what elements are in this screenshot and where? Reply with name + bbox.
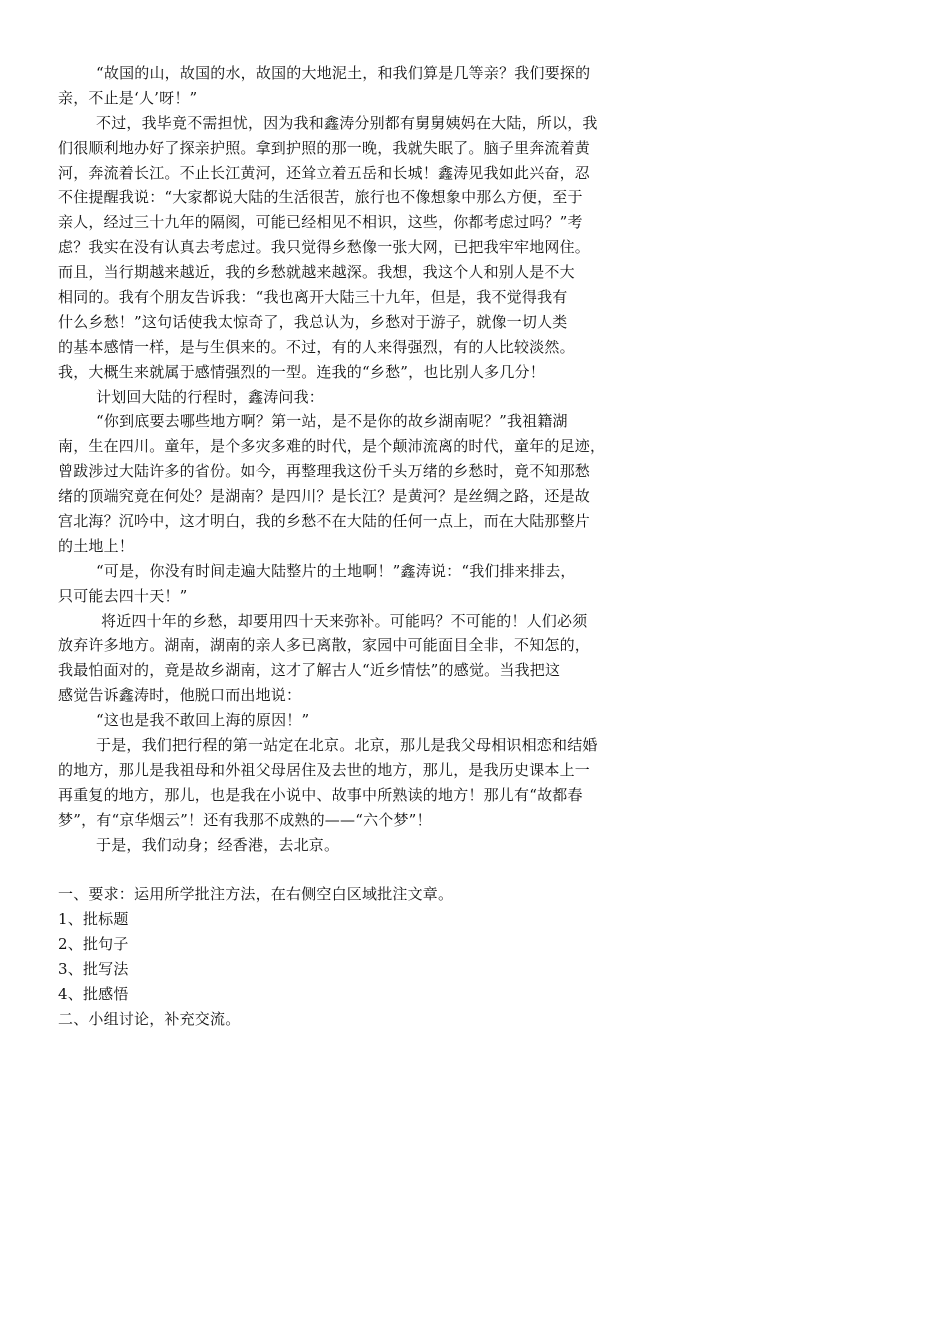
discussion-instruction: 二、小组讨论，补充交流。 xyxy=(58,1009,241,1028)
article-line: 不住提醒我说：“大家都说大陆的生活很苦，旅行也不像想象中那么方便，至于 xyxy=(58,188,583,207)
task-item: 4、批感悟 xyxy=(58,984,129,1003)
article-line: 而且，当行期越来越近，我的乡愁就越来越深。我想，我这个人和别人是不大 xyxy=(58,263,575,282)
task-item: 3、批写法 xyxy=(58,960,129,979)
article-line: 亲人，经过三十九年的隔阂，可能已经相见不相识，这些，你都考虑过吗？”考 xyxy=(58,213,583,232)
article-line: “故国的山，故国的水，故国的大地泥土，和我们算是几等亲？我们要探的 xyxy=(96,64,591,82)
article-line: 的地方，那儿是我祖母和外祖父母居住及去世的地方，那儿，是我历史课本上一 xyxy=(58,760,591,779)
article-line: 曾跋涉过大陆许多的省份。如今，再整理我这份千头万绪的乡愁时，竟不知那愁 xyxy=(58,462,591,481)
article-line: 我最怕面对的，竟是故乡湖南，这才了解古人“近乡情怯”的感觉。当我把这 xyxy=(58,661,561,680)
article-line: 梦”，有“京华烟云”！还有我那不成熟的——“六个梦”！ xyxy=(58,810,432,829)
article-line: 的基本感情一样，是与生俱来的。不过，有的人来得强烈，有的人比较淡然。 xyxy=(58,337,575,356)
article-line: 感觉告诉鑫涛时，他脱口而出地说： xyxy=(58,686,302,705)
article-line: 虑？我实在没有认真去考虑过。我只觉得乡愁像一张大网，已把我牢牢地网住。 xyxy=(58,238,591,257)
article-line: 我，大概生来就属于感情强烈的一型。连我的“乡愁”，也比别人多几分！ xyxy=(58,362,545,381)
article-line: 不过，我毕竟不需担忧，因为我和鑫涛分别都有舅舅姨妈在大陆，所以，我 xyxy=(96,113,598,132)
article-body xyxy=(58,61,678,858)
article-line: 绪的顶端究竟在何处？是湖南？是四川？是长江？是黄河？是丝绸之路，还是故 xyxy=(58,487,591,506)
task-item: 2、批句子 xyxy=(58,935,129,954)
task-section xyxy=(58,882,678,1031)
article-line: “这也是我不敢回上海的原因！” xyxy=(96,711,310,730)
article-line: 放弃许多地方。湖南，湖南的亲人多已离散，家园中可能面目全非，不知怎的， xyxy=(58,636,591,655)
article-line: 河，奔流着长江。不止长江黄河，还耸立着五岳和长城！鑫涛见我如此兴奋，忍 xyxy=(58,163,591,182)
task-heading: 一、要求：运用所学批注方法，在右侧空白区域批注文章。 xyxy=(58,885,454,904)
article-line: 计划回大陆的行程时，鑫涛问我： xyxy=(96,387,325,406)
article-line: 亲，不止是‘人’呀！” xyxy=(58,88,198,107)
article-line: 南，生在四川。童年，是个多灾多难的时代，是个颠沛流离的时代，童年的足迹， xyxy=(58,437,606,456)
article-line: “你到底要去哪些地方啊？第一站，是不是你的故乡湖南呢？”我祖籍湖 xyxy=(96,412,568,431)
document-page xyxy=(58,61,678,1032)
article-line: 只可能去四十天！” xyxy=(58,586,188,605)
article-line: 的土地上！ xyxy=(58,536,135,555)
task-item: 1、批标题 xyxy=(58,910,129,929)
article-line: 什么乡愁！”这句话使我太惊奇了，我总认为，乡愁对于游子，就像一切人类 xyxy=(58,312,568,331)
article-line: 们很顺利地办好了探亲护照。拿到护照的那一晚，我就失眠了。脑子里奔流着黄 xyxy=(58,138,591,157)
article-line: 于是，我们把行程的第一站定在北京。北京，那儿是我父母相识相恋和结婚 xyxy=(96,736,598,755)
article-line: 宫北海？沉吟中，这才明白，我的乡愁不在大陆的任何一点上，而在大陆那整片 xyxy=(58,512,591,531)
article-line: 于是，我们动身；经香港，去北京。 xyxy=(96,835,340,854)
article-line: 相同的。我有个朋友告诉我：“我也离开大陆三十九年，但是，我不觉得我有 xyxy=(58,288,568,307)
article-line: 再重复的地方，那儿，也是我在小说中、故事中所熟读的地方！那儿有“故都春 xyxy=(58,785,583,804)
article-line: “可是，你没有时间走遍大陆整片的土地啊！”鑫涛说：“我们排来排去， xyxy=(96,561,576,580)
article-line: 将近四十年的乡愁，却要用四十天来弥补。可能吗？不可能的！人们必须 xyxy=(101,611,588,630)
spacer xyxy=(58,858,678,883)
